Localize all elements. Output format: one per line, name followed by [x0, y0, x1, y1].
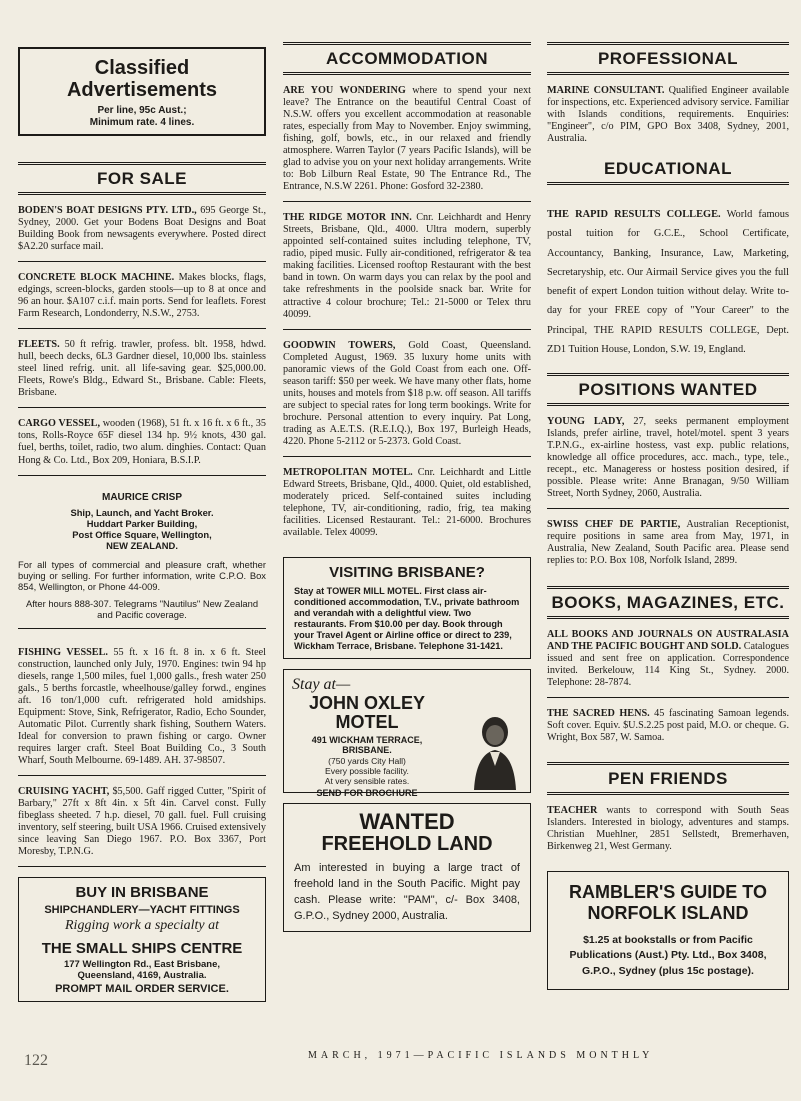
educational-heading: EDUCATIONAL: [547, 155, 789, 185]
accommodation-heading: ACCOMMODATION: [283, 42, 531, 75]
column-3: [547, 0, 789, 1000]
rate-line-2: Minimum rate. 4 lines.: [89, 117, 195, 128]
ad-metropolitan-motel: METROPOLITAN MOTEL. Cnr. Leichhardt and Little Edward Streets, Brisbane, Qld., 4000. Quiet, old established, moderately priced. Self-contained suites including telephone, TV, air-conditioning, radio, frig, tea making facilities. Licensed Restaurant. Tel.: 21-6000. Brochures available. Telex 40099.: [283, 466, 531, 538]
professional-heading: PROFESSIONAL: [547, 42, 789, 75]
ad-sacred-hens: THE SACRED HENS. 45 fascinating Samoan legends. Soft cover. Equiv. $U.S.2.25 post paid, M.O. or cheque. G. Wright, Box 587, W. Samoa.: [547, 707, 789, 743]
positions-wanted-heading: POSITIONS WANTED: [547, 373, 789, 406]
visiting-brisbane-box: VISITING BRISBANE? Stay at TOWER MILL MOTEL. First class air-conditioned accommodation, T.V., private bathroom and verandah with a delightful view. Two restaurants. From $10.00 per day. Book through your Travel Agent or Airline office or direct to 239, Wickham Terrace, Brisbane. Telephone 31-1421.: [283, 557, 531, 659]
ad-concrete-block: CONCRETE BLOCK MACHINE. Makes blocks, flags, edgings, screen-blocks, garden stools—up to 8 at once and 96 an hour. $A107 c.i.f. main ports. Send for leaflets. Forest Farm Research, Londonderry, N.S.W., 2753.: [18, 272, 266, 329]
column-1: [18, 0, 266, 1012]
ad-cargo-vessel: CARGO VESSEL, wooden (1968), 51 ft. x 16 ft. x 6 ft., 35 tons, Rolls-Royce 65F diesel 134 hp. 9½ knots, 430 gal. fuel, berths, toilet, radio, two alum. dinghies. Contact: Quan Hong & Co. Ltd., Box 209, Honiara, B.S.I.P.: [18, 418, 266, 475]
books-heading: BOOKS, MAGAZINES, ETC.: [547, 586, 789, 619]
ad-cruising-yacht: CRUISING YACHT, $5,500. Gaff rigged Cutter, "Spirit of Barbary," 27ft x 8ft 4in. x 5ft 4in. Carvel const. Fully fibeglass sheeted. 7 h.p. diesel, 70 gall. fuel. Full cruising inventory, self steering, built USA 1966. Cruised extensively since leaving San Diego 1967. P.O. Box 3367, Port Moresby, T.P.N.G.: [18, 786, 266, 867]
classified-header-box: [18, 47, 266, 136]
pen-friends-heading: PEN FRIENDS: [547, 762, 789, 795]
ad-bodens: BODEN'S BOAT DESIGNS PTY. LTD., 695 George St., Sydney, 2000. Get your Bodens Boat Designs and Boat Building Book from newsagents everywhere. Posted direct $A2.20 surface mail.: [18, 205, 266, 262]
classified-title: Classified Advertisements: [66, 57, 218, 101]
page-footer: [18, 1046, 789, 1070]
buy-in-brisbane-box: BUY IN BRISBANE SHIPCHANDLERY—YACHT FITTINGS Rigging work a specialty at THE SMALL SHIPS CENTRE 177 Wellington Rd., East Brisbane, Queensland, 4169, Australia. PROMPT MAIL ORDER SERVICE.: [18, 877, 266, 1002]
ad-teacher: TEACHER wants to correspond with South Seas Islanders. Interested in biology, adventures and stamps. Christian Muehlner, 2851 Sellstedt, Bremerhaven, Birkenweg 21, West Germany.: [547, 804, 789, 852]
ad-maurice-crisp: MAURICE CRISP Ship, Launch, and Yacht Broker. Huddart Parker Building, Post Office Square, Wellington, NEW ZEALAND. For all types of commercial and pleasure craft, whether buying or selling. For further information, write C.P.O. Box 854, Wellington, or Phone 44-009. After hours 888-307. Telegrams "Nautilus" New Zealand and Pacific coverage.: [18, 486, 266, 629]
for-sale-heading: FOR SALE: [18, 162, 266, 195]
page-number: 122: [24, 1052, 48, 1069]
ad-the-entrance: ARE YOU WONDERING where to spend your next leave? The Entrance on the beautiful Central Coast of N.S.W. offers you excellent accommodation at reasonable rates, especially from May to November. Enjoy swimming, fishing, golf, bowls, etc., in our relaxed and friendly atmosphere. Warren Taylor (7 years Pacific Islands), will be glad to advise you on your next holiday arrangements. Write to: Bob Lilburn Real Estate, 90 The Entrance Rd., The Entrance, N.S.W 2261. Phone: Gosford 32-2380.: [283, 85, 531, 202]
ad-rapid-results: THE RAPID RESULTS COLLEGE. World famous postal tuition for G.C.E., School Certificate, Accountancy, Banking, Insurance, Law, Marketing, Secretaryship, etc. Our Airmail Service gives you the full benefit of expert London tuition without delay. Write to-day for your FREE copy of "Your Career" to the Principal, THE RAPID RESULTS COLLEGE, Dept. ZD1 Tuition House, London, S.W. 19, England.: [547, 209, 789, 355]
ad-books-journals: ALL BOOKS AND JOURNALS ON AUSTRALASIA AND THE PACIFIC BOUGHT AND SOLD. Catalogues issued and sent free on application. Correspondence invited. Berkelouw, 114 King St., Sydney. 2000. Telephone: 28-7874.: [547, 629, 789, 698]
ramblers-guide-box: RAMBLER'S GUIDE TO NORFOLK ISLAND $1.25 at bookstalls or from Pacific Publications (Aust.) Pty. Ltd., Box 3408, G.P.O., Sydney (plus 15c postage).: [547, 871, 789, 990]
ad-fishing-vessel: FISHING VESSEL. 55 ft. x 16 ft. 8 in. x 6 ft. Steel construction, launched only July, 1970. Engines: twin 94 hp diesels, range 1,500 miles, fuel 1,000 galls., fresh water 250 gals., 5 berths forcastle, wheelhouse/galley forwd., engines aft. 16 ton/1,000 cuft. refrigerated hold amidships. Equipment: Stove, Sink, Refrigerator, Radio, Echo Sounder, Automatic Pilot. Currently shark fishing, Southern Waters. Ideal for conversion to prawn fishing or cargo. Owner requires larger craft. Steel Boat Building Co., 3 South Wharf, South Melbourne. 69-1489. AH. 37-98507.: [18, 647, 266, 776]
ad-young-lady: YOUNG LADY, 27, seeks permanent employment Islands, prefer airline, travel, hotel/motel. spent 3 years T.P.N.G., ex-airline hostess, vast exp. public relations, knowledge all office procedures, acc. mach., type, tele., recept., etc. Manageress or hostess position desired, if possible. Please write: Anne Branagan, 9/50 William Street, North Sydney, 2060, Australia.: [547, 416, 789, 509]
column-2: [283, 0, 531, 942]
ad-marine-consultant: MARINE CONSULTANT. Qualified Engineer available for inspections, etc. Experienced advisory service. Familiar with Islands conditions, requirements. Enquiries: "Engineer", c/o PIM, GPO Box 3408, Sydney, 2001, Australia.: [547, 85, 789, 145]
ad-swiss-chef: SWISS CHEF DE PARTIE, Australian Receptionist, require positions in same area from May, 1971, in Australia, New Zealand, South Pacific area. Please send replies to: P.O. Box 108, Norfolk Island, 2899.: [547, 519, 789, 567]
john-oxley-motel-box: Stay at— JOHN OXLEY MOTEL 491 WICKHAM TERRACE, BRISBANE. (750 yards City Hall) Every possible facility. At very sensible rates. SEND FOR BROCHURE: [283, 669, 531, 793]
wanted-freehold-land-box: WANTED FREEHOLD LAND Am interested in buying a large tract of freehold land in the South Pacific. Might pay cash. Please write: "PAM", c/- Box 3408, G.P.O., Sydney 2000, Australia.: [283, 803, 531, 932]
footer-issue-line: MARCH, 1971—PACIFIC ISLANDS MONTHLY: [308, 1050, 654, 1061]
ad-ridge-motor-inn: THE RIDGE MOTOR INN. Cnr. Leichhardt and Henry Streets, Brisbane, Qld., 4000. Ultra modern, superbly appointed self-contained suites including telephone, TV, radio, piped music. Fully air-conditioned, refrigerator & tea making facilities. Licensed rooftop Restaurant with the best band in town. On warm days you can relax by the pool and take refreshments in the poolside snack bar. Write for attractive 4 colour brochure; Tel.: 21-5000 or Telex thru 40099.: [283, 212, 531, 329]
ad-fleets: FLEETS. 50 ft refrig. trawler, profess. blt. 1958, hdwd. hull, beech decks, 6L3 Gardner diesel, 10,000 lbs. stainless steel lined refrig. unit. all life-saving gear. $25,000.00. Fleets, Rowe's Bldg., Edward St., Brisbane. Cable: Fleets, Brisbane.: [18, 339, 266, 408]
ad-goodwin-towers: GOODWIN TOWERS, Gold Coast, Queensland. Completed August, 1969. 35 luxury home units with panoramic views of the Gold Coast from each one. Off-season tariff: $50 per week. We have many other flats, home units, houses and motels from $18 p.w. off season. All tariffs are subject to special rates for long term bookings. Write for brochure. Personal attention to every inquiry. Pat Long, trading as A.E.T.S. (R.E.I.Q.), Box 197, Burleigh Heads, 4220. Phone 5-2112 or 5-2373. Gold Coast.: [283, 340, 531, 457]
john-oxley-portrait-icon: [470, 710, 520, 790]
rate-line-1: Per line, 95c Aust.;: [97, 105, 187, 116]
